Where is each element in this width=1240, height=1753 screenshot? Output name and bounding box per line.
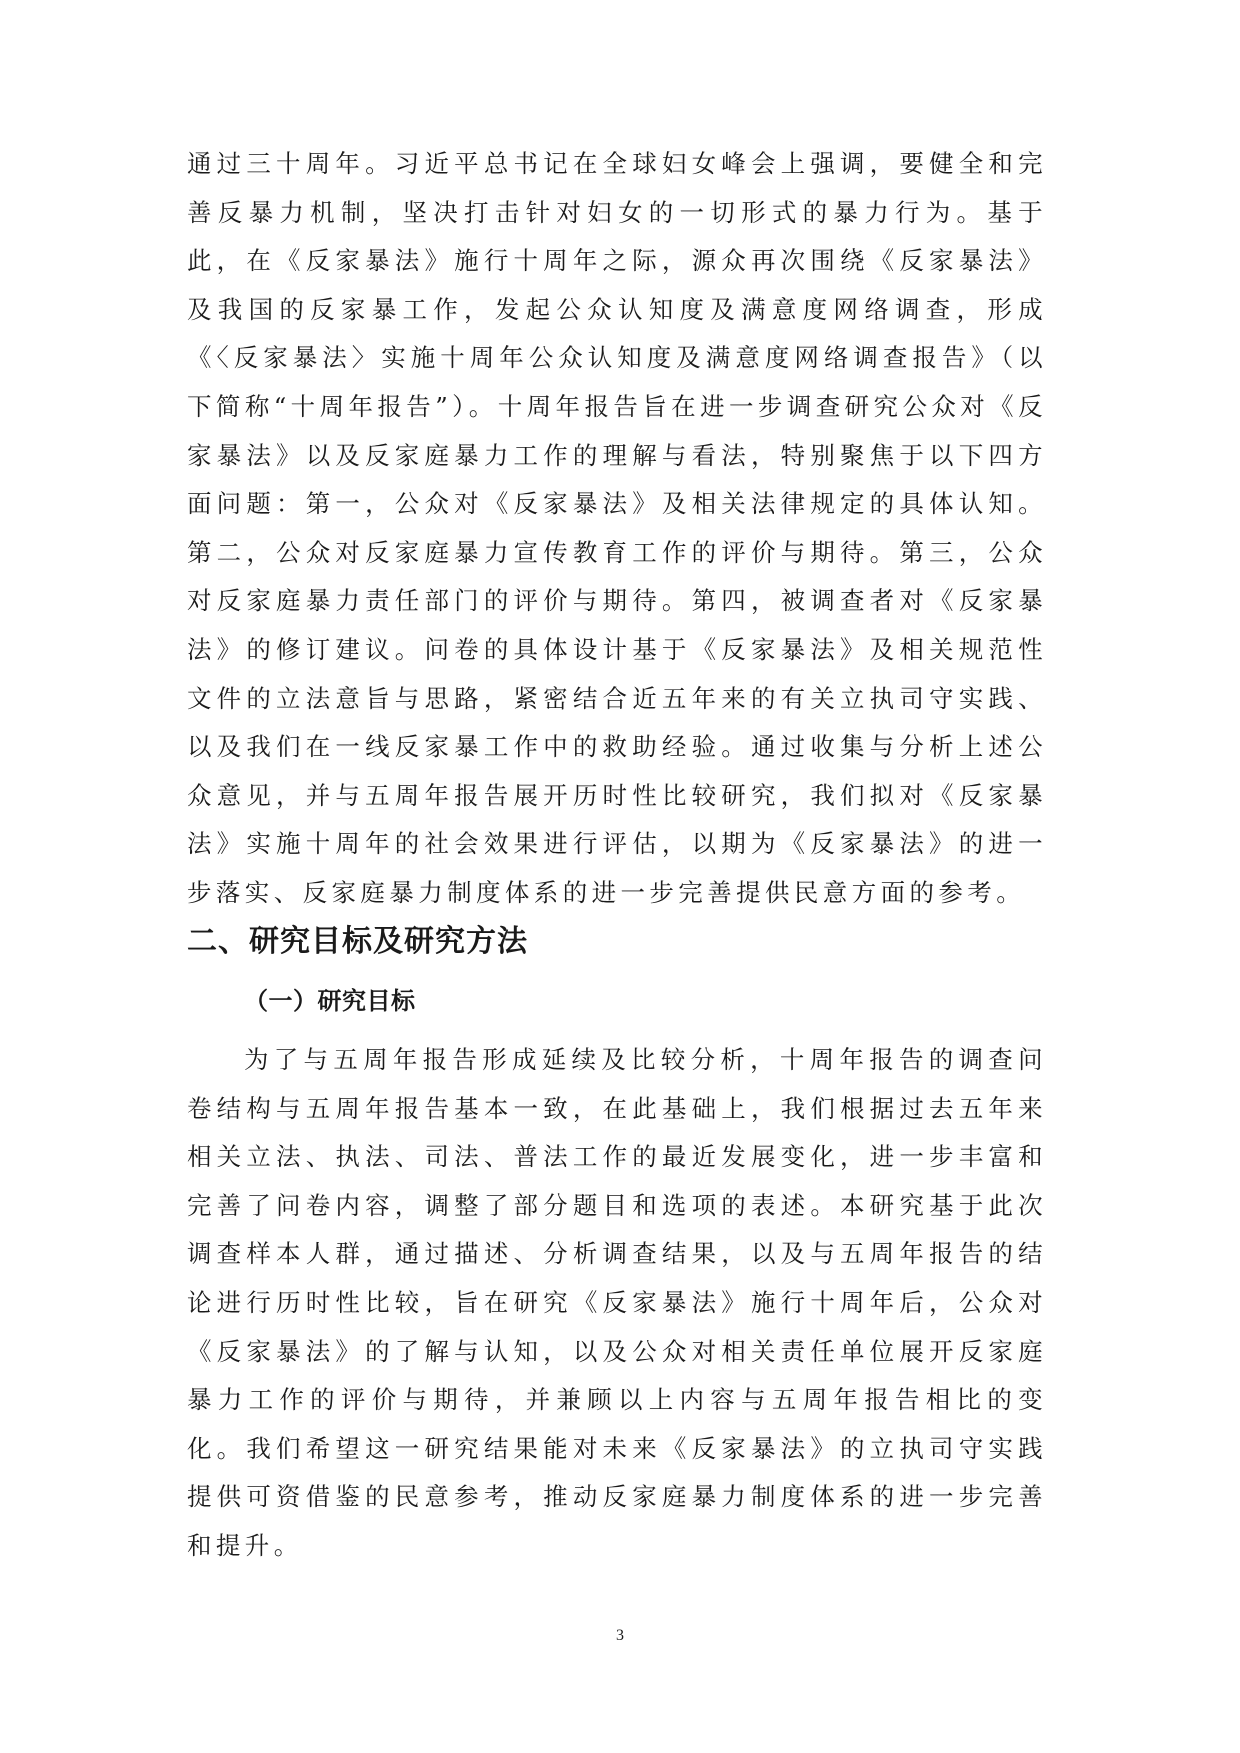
page-number: 3 [616,1627,624,1644]
subsection-heading: （一）研究目标 [244,987,416,1015]
intro-continuation-paragraph: 通过三十周年。习近平总书记在全球妇女峰会上强调，要健全和完善反暴力机制，坚决打击针对妇女的一切形式的暴力行为。基于此，在《反家暴法》施行十周年之际，源众再次围绕《反家暴法》及我国的反家暴工作，发起公众认知度及满意度网络调查，形成《〈反家暴法〉实施十周年公众认知度及满意度网络调查报告》（以下简称“十周年报告”）。十周年报告旨在进一步调查研究公众对《反家暴法》以及反家庭暴力工作的理解与看法，特别聚焦于以下四方面问题：第一，公众对《反家暴法》及相关法律规定的具体认知。第二，公众对反家庭暴力宣传教育工作的评价与期待。第三，公众对反家庭暴力责任部门的评价与期待。第四，被调查者对《反家暴法》的修订建议。问卷的具体设计基于《反家暴法》及相关规范性文件的立法意旨与思路，紧密结合近五年来的有关立执司守实践、以及我们在一线反家暴工作中的救助经验。通过收集与分析上述公众意见，并与五周年报告展开历时性比较研究，我们拟对《反家暴法》实施十周年的社会效果进行评估，以期为《反家暴法》的进一步落实、反家庭暴力制度体系的进一步完善提供民意方面的参考。 [187,149,1047,907]
research-goal-paragraph: 为了与五周年报告形成延续及比较分析，十周年报告的调查问卷结构与五周年报告基本一致，在此基础上，我们根据过去五年来相关立法、执法、司法、普法工作的最近发展变化，进一步丰富和完善了问卷内容，调整了部分题目和选项的表述。本研究基于此次调查样本人群，通过描述、分析调查结果，以及与五周年报告的结论进行历时性比较，旨在研究《反家暴法》施行十周年后，公众对《反家暴法》的了解与认知，以及公众对相关责任单位展开反家庭暴力工作的评价与期待，并兼顾以上内容与五周年报告相比的变化。我们希望这一研究结果能对未来《反家暴法》的立执司守实践提供可资借鉴的民意参考，推动反家庭暴力制度体系的进一步完善和提升。 [187,1045,1047,1560]
section-heading: 二、研究目标及研究方法 [187,924,528,959]
